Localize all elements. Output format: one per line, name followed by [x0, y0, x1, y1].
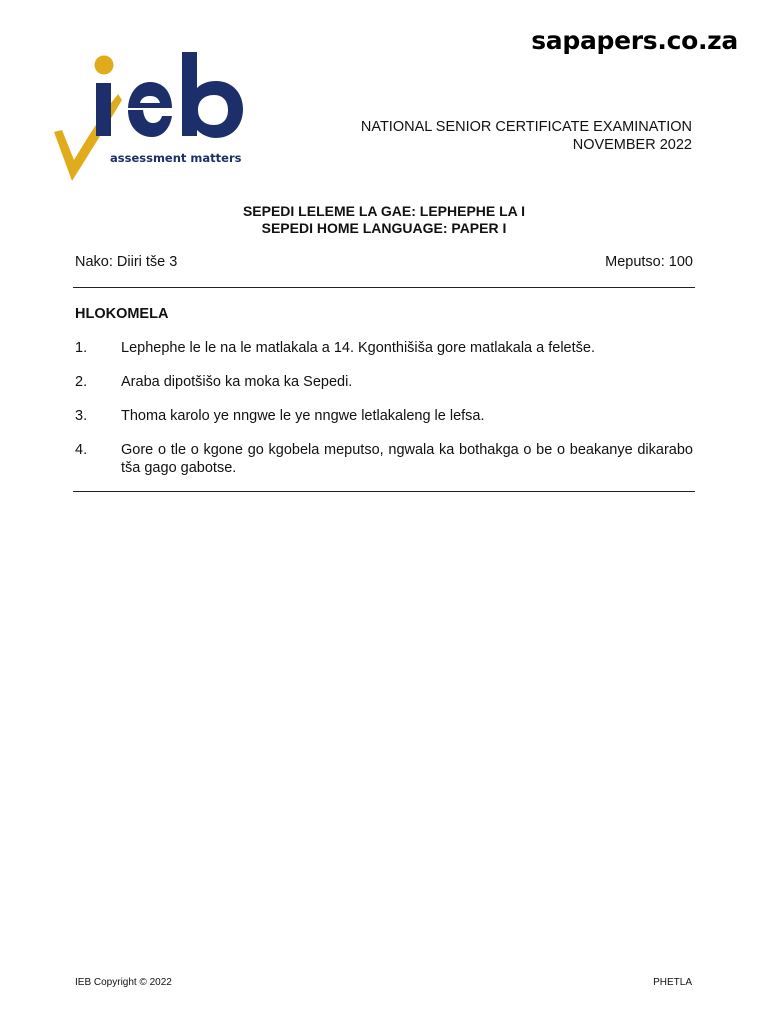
instruction-text: Araba dipotšišo ka moka ka Sepedi.: [121, 374, 353, 390]
exam-date: NOVEMBER 2022: [572, 137, 692, 153]
watermark-text: sapapers.co.za: [531, 26, 738, 55]
time-allowed: Nako: Diiri tše 3: [75, 254, 178, 270]
top-divider: [73, 287, 695, 288]
instruction-item: [75, 373, 693, 391]
logo-tagline: assessment matters: [110, 151, 242, 165]
instruction-text: Lephephe le le na le matlakala a 14. Kgonthišiša gore matlakala a feletše.: [121, 340, 595, 356]
exam-meta-row: [75, 254, 693, 270]
ieb-logo: [52, 50, 267, 185]
paper-title: [0, 203, 768, 237]
total-marks: Meputso: 100: [605, 254, 693, 270]
instruction-number: 2.: [75, 374, 88, 390]
instruction-text: Gore o tle o kgone go kgobela meputso, ngwala ka bothakga o be o beakanye dikarabo tša gago gabotse.: [121, 442, 693, 476]
instruction-number: 4.: [75, 442, 88, 458]
footer-turn-over: PHETLA: [653, 977, 692, 988]
instruction-item: [75, 441, 693, 477]
bottom-divider: [73, 491, 695, 492]
instruction-text: Thoma karolo ye nngwe le ye nngwe letlakaleng le lefsa.: [121, 408, 485, 424]
paper-title-english: SEPEDI HOME LANGUAGE: PAPER I: [261, 220, 507, 236]
instructions-heading: HLOKOMELA: [75, 306, 169, 322]
instruction-item: [75, 407, 693, 425]
exam-name: NATIONAL SENIOR CERTIFICATE EXAMINATION: [360, 119, 692, 135]
ieb-logo-graphic: [52, 50, 267, 185]
exam-heading: [361, 118, 692, 154]
instructions-list: [75, 339, 693, 493]
instruction-item: [75, 339, 693, 357]
instruction-number: 1.: [75, 340, 88, 356]
paper-title-sepedi: SEPEDI LELEME LA GAE: LEPHEPHE LA I: [242, 203, 526, 219]
footer-copyright: IEB Copyright © 2022: [75, 977, 172, 988]
instruction-number: 3.: [75, 408, 88, 424]
